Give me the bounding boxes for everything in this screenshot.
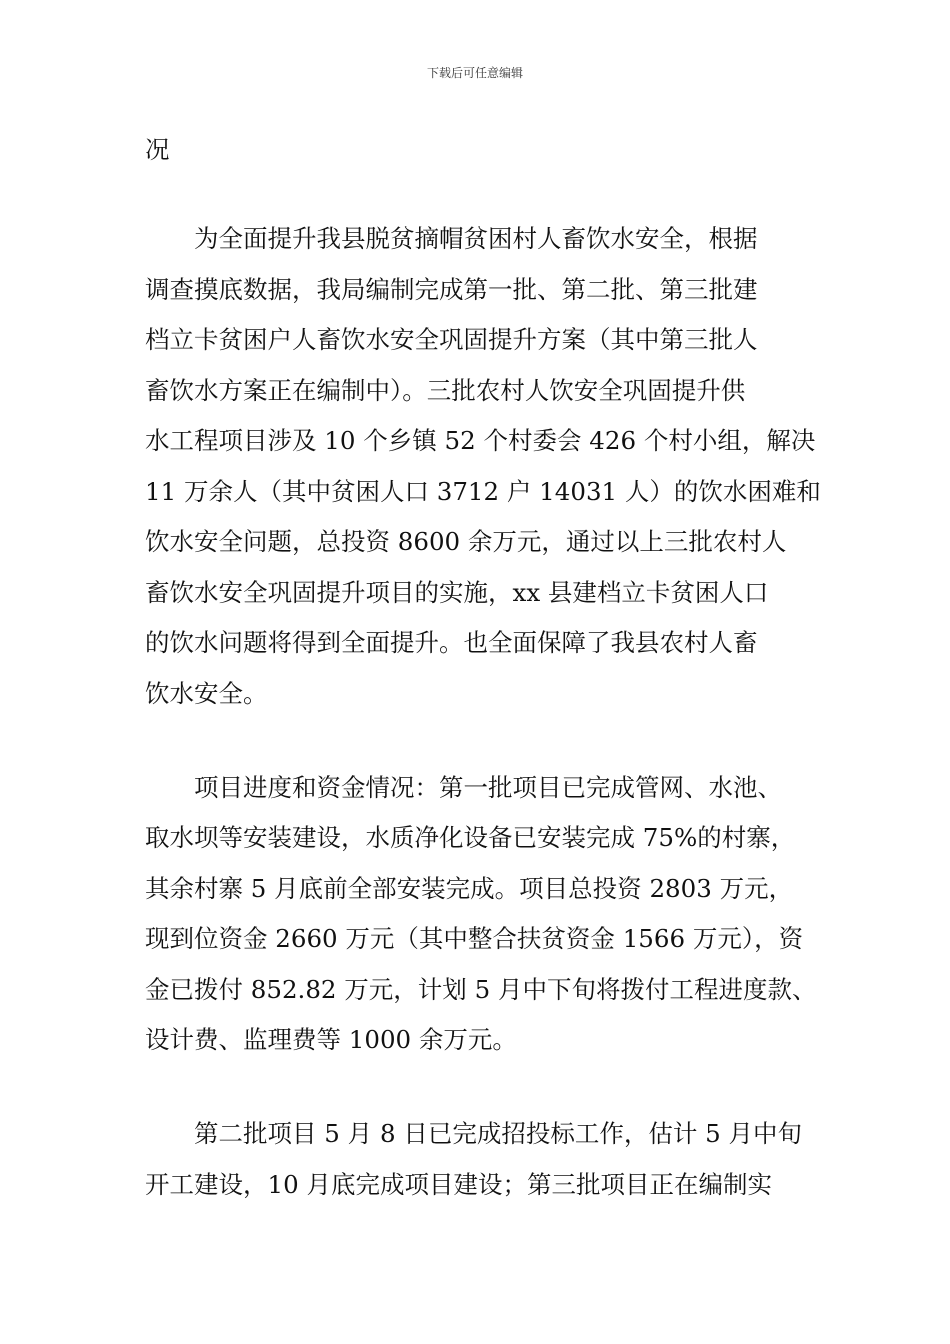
text-line: 的饮水问题将得到全面提升。也全面保障了我县农村人畜 <box>145 628 758 657</box>
text-line: 其余村寨 5 月底前全部安装完成。项目总投资 2803 万元， <box>145 873 794 903</box>
text-line: 为全面提升我县脱贫摘帽贫困村人畜饮水安全，根据 <box>145 224 758 253</box>
document-body <box>145 132 821 1203</box>
text-line: 金已拨付 852.82 万元，计划 5 月中下旬将拨付工程进度款、 <box>145 974 817 1004</box>
page-header-note: 下载后可任意编辑 <box>426 66 523 80</box>
text-line: 饮水安全问题，总投资 8600 余万元，通过以上三批农村人 <box>145 527 787 556</box>
text-line: 开工建设，10 月底完成项目建设；第三批项目正在编制实 <box>145 1169 772 1199</box>
text-line: 档立卡贫困户人畜饮水安全巩固提升方案（其中第三批人 <box>145 325 758 354</box>
paragraph-water-safety-plan <box>145 221 821 712</box>
text-line: 第二批项目 5 月 8 日已完成招投标工作，估计 5 月中旬 <box>145 1119 802 1148</box>
paragraph-second-third-batch <box>145 1116 815 1203</box>
text-line: 设计费、监理费等 1000 余万元。 <box>145 1025 517 1054</box>
text-line: 调查摸底数据，我局编制完成第一批、第二批、第三批建 <box>145 274 758 304</box>
text-line: 11 万余人（其中贫困人口 3712 户 14031 人）的饮水困难和 <box>145 476 821 506</box>
text-line: 项目进度和资金情况：第一批项目已完成管网、水池、 <box>145 772 782 802</box>
text-line: 况 <box>145 135 170 164</box>
text-line: 取水坝等安装建设，水质净化设备已安装完成 75%的村寨， <box>145 823 796 852</box>
text-line: 畜饮水方案正在编制中）。三批农村人饮安全巩固提升供 <box>145 375 746 405</box>
text-line: 畜饮水安全巩固提升项目的实施，xx 县建档立卡贫困人口 <box>145 577 769 607</box>
text-line: 饮水安全。 <box>145 678 268 708</box>
paragraph-progress-funding <box>145 770 815 1059</box>
paragraph-continuation <box>145 132 815 168</box>
text-line: 现到位资金 2660 万元（其中整合扶贫资金 1566 万元），资 <box>145 924 804 953</box>
text-line: 水工程项目涉及 10 个乡镇 52 个村委会 426 个村小组，解决 <box>145 426 816 455</box>
